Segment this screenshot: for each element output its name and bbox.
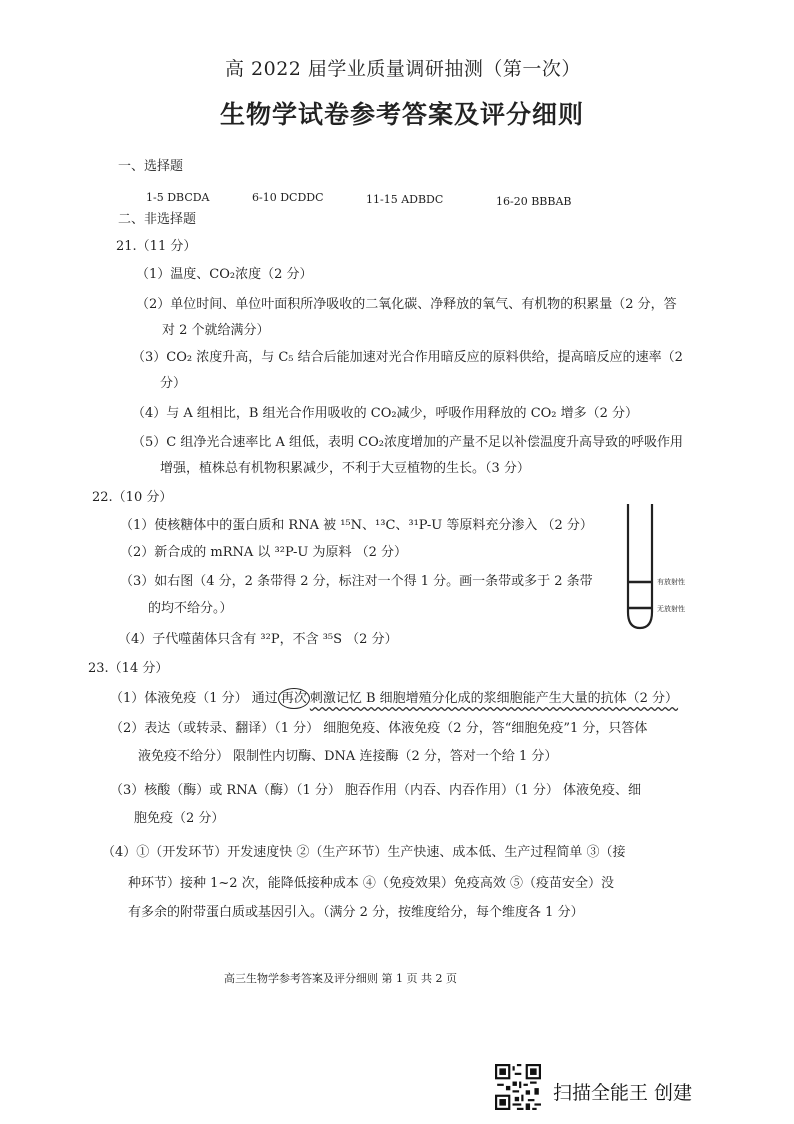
part1-heading: 一、选择题 <box>118 159 184 174</box>
q21-answer-5-line2: 增强，植株总有机物积累减少，不利于大豆植物的生长。（3 分） <box>160 461 530 476</box>
q21-answer-5-line1: （5）C 组净光合速率比 A 组低，表明 CO₂浓度增加的产量不足以补偿温度升高导致的呼吸作用 <box>132 435 683 450</box>
circled-word: 再次 <box>278 688 310 709</box>
q22-answer-1: （1）使核糖体中的蛋白质和 RNA 被 ¹⁵N、¹³C、³¹P-U 等原料充分渗入 （2 分） <box>120 518 593 533</box>
q23-answer-4-line3: 有多余的附带蛋白质或基因引入。（满分 2 分，按维度给分，每个维度各 1 分） <box>128 905 584 920</box>
q22-answer-3-line2: 的均不给分。） <box>148 601 233 616</box>
q23-answer-4-line2: 种环节）接种 1~2 次，能降低接种成本 ④（免疫效果）免疫高效 ⑤（疫苗安全）没 <box>128 876 614 891</box>
q23-answer-4-line1: （4）①（开发环节）开发速度快 ②（生产环节）生产快速、成本低、生产过程简单 ③（接 <box>102 845 626 860</box>
answer-group-2: 6-10 DCDDC <box>252 191 324 204</box>
centrifuge-tube-diagram <box>620 500 730 635</box>
q23-answer-1-prefix: （1）体液免疫（1 分） 通过 <box>110 691 278 706</box>
q23-answer-3-line2: 胞免疫（2 分） <box>134 811 225 826</box>
q23-answer-2-line2: 液免疫不给分） 限制性内切酶、DNA 连接酶（2 分，答对一个给 1 分） <box>138 749 558 764</box>
page-footer: 高三生物学参考答案及评分细则 第 1 页 共 2 页 <box>224 972 457 985</box>
tube-label-top: 有放射性 <box>657 578 685 586</box>
q23-answer-1 <box>110 692 678 705</box>
q21-title: 21.（11 分） <box>116 239 197 254</box>
q23-answer-1-underlined: 刺激记忆 B 细胞增殖分化成的浆细胞能产生大量的抗体（2 分） <box>309 691 679 706</box>
tube-label-bottom: 无放射性 <box>657 605 685 613</box>
q22-answer-2: （2）新合成的 mRNA 以 ³²P-U 为原料 （2 分） <box>120 545 408 560</box>
q23-answer-3-line1: （3）核酸（酶）或 RNA（酶）（1 分） 胞吞作用（内吞、内吞作用）（1 分） 体液免疫、细 <box>110 783 642 798</box>
q21-answer-2-line2: 对 2 个就给满分） <box>162 323 270 338</box>
document-title: 高 2022 届学业质量调研抽测（第一次） <box>225 58 581 80</box>
q21-answer-2-line1: （2）单位时间、单位叶面积所净吸收的二氧化碳、净释放的氧气、有机物的积累量（2 分，答 <box>136 297 677 312</box>
q22-title: 22.（10 分） <box>92 490 173 505</box>
q22-answer-3-line1: （3）如右图（4 分，2 条带得 2 分，标注对一个得 1 分。画一条带或多于 2 条带 <box>120 574 593 589</box>
q21-answer-3-line2: 分） <box>160 376 187 391</box>
q21-answer-3-line1: （3）CO₂ 浓度升高，与 C₅ 结合后能加速对光合作用暗反应的原料供给，提高暗反应的速率（2 <box>132 350 683 365</box>
q23-title: 23.（14 分） <box>88 661 169 676</box>
q23-answer-2-line1: （2）表达（或转录、翻译）（1 分） 细胞免疫、体液免疫（2 分，答“细胞免疫”1 分，只答体 <box>110 721 648 736</box>
q21-answer-4: （4）与 A 组相比，B 组光合作用吸收的 CO₂减少，呼吸作用释放的 CO₂ 增多（2 分） <box>132 406 639 421</box>
tube-outline <box>628 504 652 628</box>
part2-heading: 二、非选择题 <box>118 212 197 227</box>
document-subtitle: 生物学试卷参考答案及评分细则 <box>220 100 585 129</box>
qr-code-icon <box>495 1064 541 1110</box>
answer-group-4: 16-20 BBBAB <box>496 195 572 208</box>
q22-answer-4: （4）子代噬菌体只含有 ³²P，不含 ³⁵S （2 分） <box>118 632 398 647</box>
answer-group-3: 11-15 ADBDC <box>366 193 444 206</box>
scanner-watermark: 扫描全能王 创建 <box>553 1082 693 1104</box>
q21-answer-1: （1）温度、CO₂浓度（2 分） <box>136 267 313 282</box>
answer-group-1: 1-5 DBCDA <box>146 191 210 204</box>
